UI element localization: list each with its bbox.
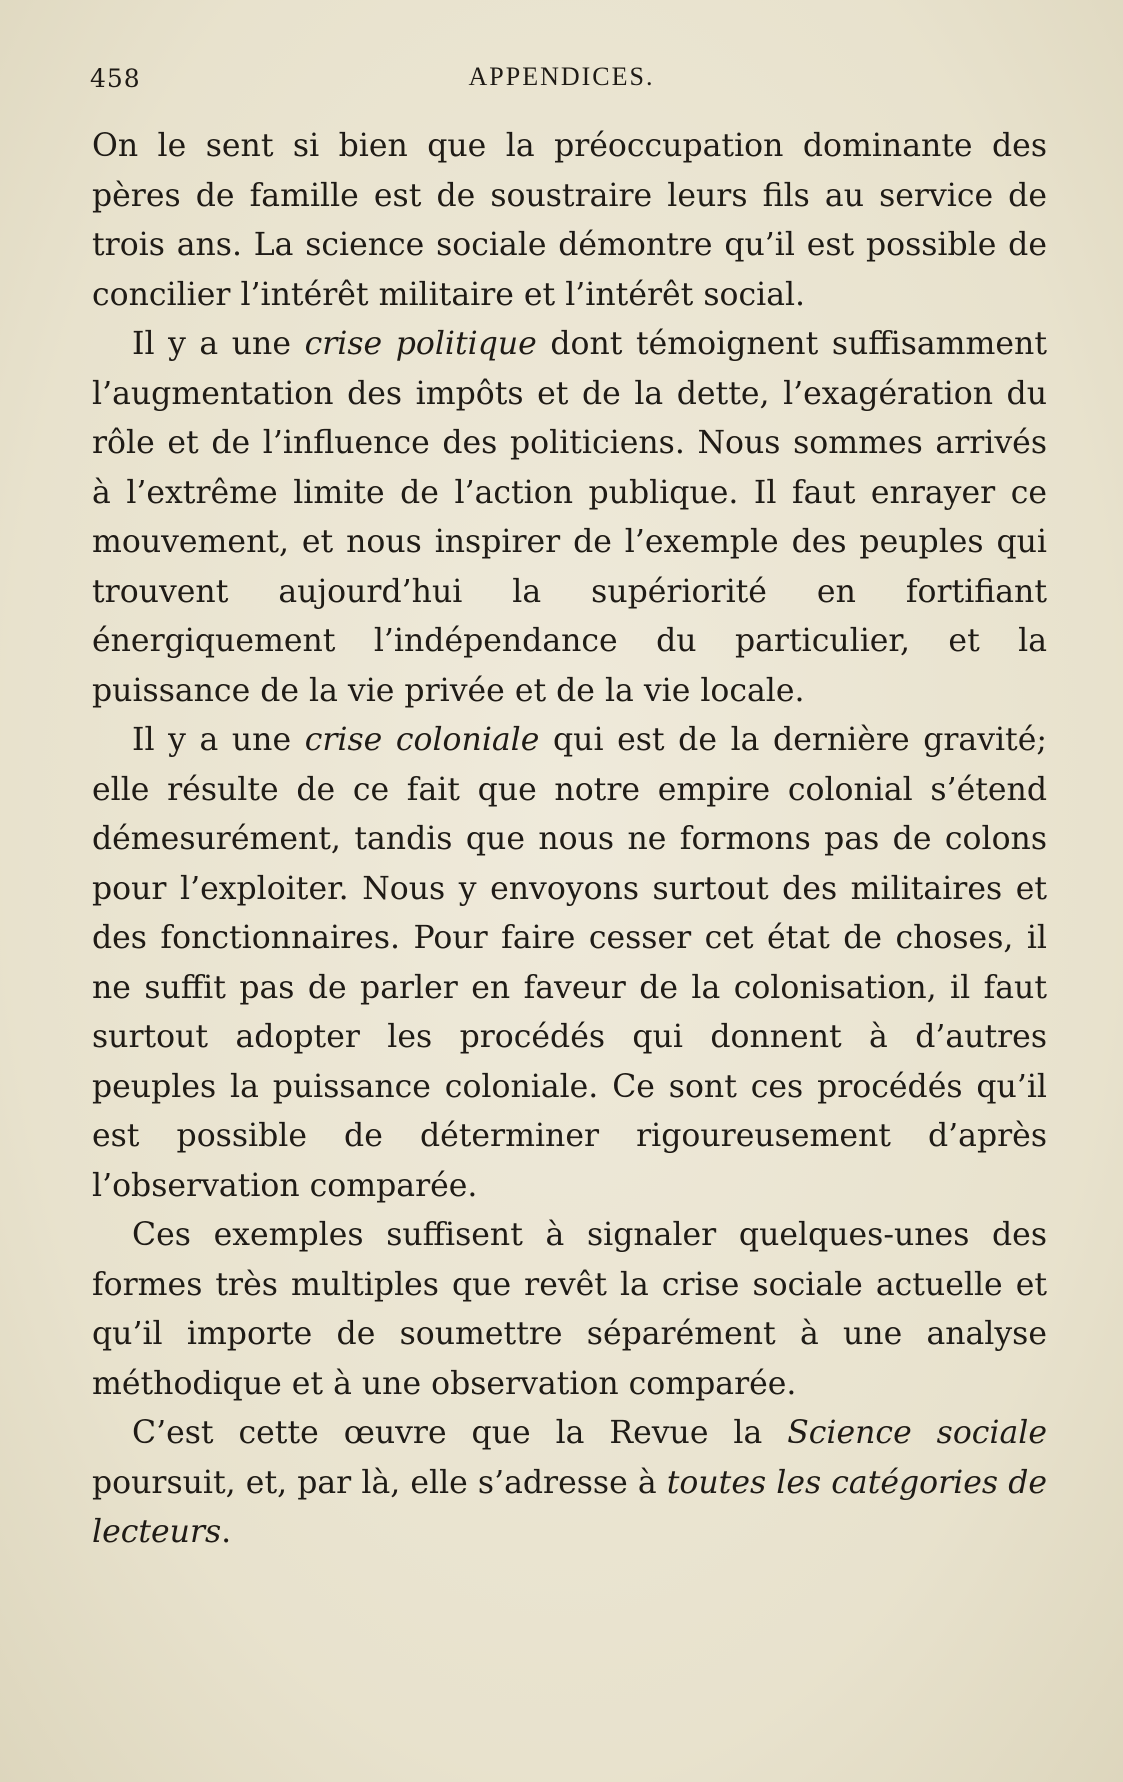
text-span: C’est cette œuvre que la Revue la bbox=[132, 1415, 788, 1451]
text-span: Il y a une bbox=[132, 722, 305, 758]
paragraph-colonial-crisis bbox=[92, 716, 1047, 1211]
text-span: poursuit, et, par là, elle s’adresse à bbox=[92, 1464, 667, 1501]
italic-term-political-crisis: crise politique bbox=[304, 326, 537, 362]
page-number: 458 bbox=[90, 64, 141, 93]
paragraph-review bbox=[92, 1409, 1047, 1558]
paragraph-military: On le sent si bien que la préoccupation dominante des pères de famille est de soustraire leurs fils au service de trois ans. La science sociale démontre qu’il est possible de concilier l’intérêt militaire et l’intérêt social. bbox=[92, 128, 1047, 313]
paragraph-examples: Ces exemples suffisent à signaler quelques-unes des formes très multiples que revêt la crise sociale actuelle et qu’il importe de soumettre séparément à une analyse méthodique et à une observation comparée. bbox=[92, 1217, 1047, 1402]
paragraph-political-crisis bbox=[92, 320, 1047, 716]
text-span: . bbox=[221, 1514, 232, 1550]
text-span: dont témoignent suffisamment l’augmentation des impôts et de la dette, l’exagération du rôle et de l’influence des politiciens. Nous sommes arrivés à l’extrême limite de l’action publique. Il faut enrayer ce mouvement, et nous inspirer de l’exemple des peuples qui trouvent aujourd’hui la supériorité en fortifiant énergiquement l’indépendance du particulier, et la puissance de la vie privée et de la vie locale. bbox=[92, 326, 1047, 709]
text-span: qui est de la dernière gravité; elle résulte de ce fait que notre empire colonial s’étend démesurément, tandis que nous ne formons pas de colons pour l’exploiter. Nous y envoyons surtout des militaires et des fonctionnaires. Pour faire cesser cet état de choses, il ne suffit pas de parler en faveur de la colonisation, il faut surtout adopter les procédés qui donnent à d’autres peuples la puissance coloniale. Ce sont ces procédés qu’il est possible de déterminer rigoureusement d’après l’observation comparée. bbox=[92, 722, 1047, 1204]
body-text bbox=[92, 122, 1047, 1558]
italic-term-colonial-crisis: crise coloniale bbox=[304, 722, 540, 758]
running-head: APPENDICES. bbox=[468, 62, 655, 91]
italic-journal-title: Science sociale bbox=[787, 1415, 1047, 1451]
italic-phrase-readers: toutes les catégories de lecteurs bbox=[92, 1464, 1047, 1550]
text-span: Il y a une bbox=[132, 326, 305, 362]
